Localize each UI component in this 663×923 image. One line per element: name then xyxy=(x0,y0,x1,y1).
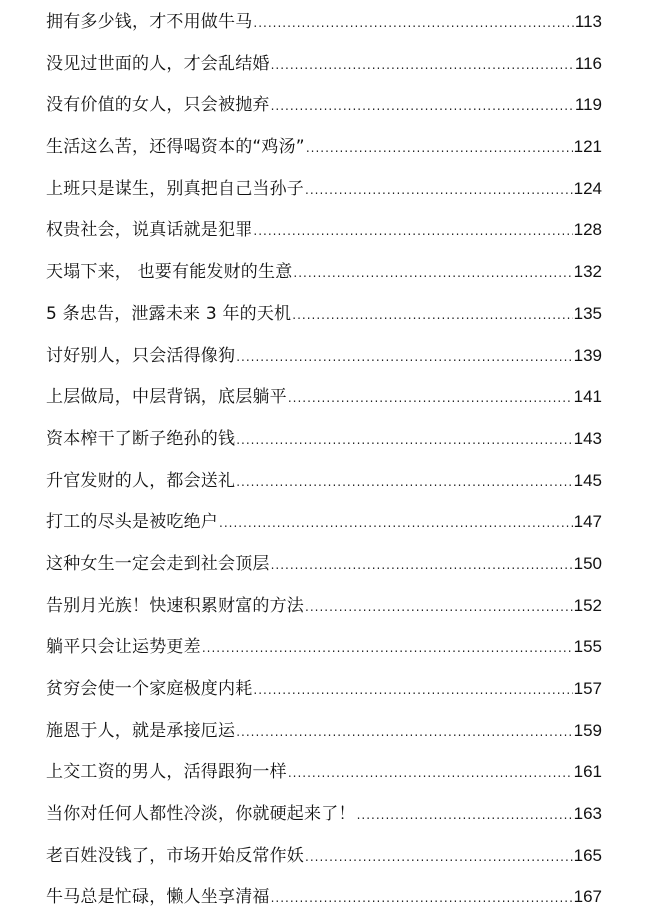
toc-dot-leader xyxy=(271,545,573,587)
toc-entry-page-number: 116 xyxy=(574,53,602,73)
toc-entry-title: 天塌下来， 也要有能发财的生意 xyxy=(46,262,293,283)
toc-entry-page-number: 121 xyxy=(573,137,602,157)
toc-dot-leader xyxy=(305,837,573,879)
toc-entry-page-number: 161 xyxy=(573,762,602,782)
toc-dot-leader xyxy=(305,587,573,629)
toc-entry-page-number: 128 xyxy=(573,220,602,240)
toc-entry-title: 老百姓没钱了，市场开始反常作妖 xyxy=(46,845,304,866)
toc-entry[interactable] xyxy=(46,667,602,709)
toc-entry[interactable] xyxy=(46,375,602,417)
toc-dot-leader xyxy=(271,878,573,920)
toc-entry-title: 5 条忠告，泄露未来 3 年的天机 xyxy=(46,303,292,324)
toc-entry-page-number: 147 xyxy=(573,512,602,532)
toc-entry-page-number: 165 xyxy=(573,845,602,865)
toc-entry-title: 拥有多少钱，才不用做牛马 xyxy=(46,12,253,32)
toc-entry-title: 没有价值的女人，只会被抛弃 xyxy=(46,95,270,116)
toc-entry[interactable] xyxy=(46,292,602,334)
toc-dot-leader xyxy=(236,420,572,462)
toc-entry[interactable] xyxy=(46,792,602,834)
toc-entry-title: 没见过世面的人，才会乱结婚 xyxy=(46,53,270,74)
toc-entry-page-number: 157 xyxy=(573,679,602,698)
toc-dot-leader xyxy=(202,628,573,670)
toc-entry-title: 打工的尽头是被吃绝户 xyxy=(46,512,218,533)
toc-dot-leader xyxy=(305,170,573,212)
toc-entry-title: 权贵社会，说真话就是犯罪 xyxy=(46,220,253,241)
toc-dot-leader xyxy=(271,45,574,87)
toc-entry-title: 资本榨干了断子绝孙的钱 xyxy=(46,428,236,449)
toc-entry-title: 上交工资的男人，活得跟狗一样 xyxy=(46,762,287,783)
toc-dot-leader xyxy=(357,795,573,837)
toc-entry-title: 生活这么苦，还得喝资本的“鸡汤” xyxy=(46,137,305,158)
toc-entry-page-number: 139 xyxy=(573,345,602,365)
toc-entry-page-number: 159 xyxy=(573,720,602,740)
toc-entry-page-number: 132 xyxy=(573,262,602,282)
toc-entry-title: 当你对任何人都性冷淡，你就硬起来了！ xyxy=(46,804,356,825)
toc-entry-title: 上层做局，中层背锅，底层躺平 xyxy=(46,387,287,408)
toc-entry-page-number: 113 xyxy=(574,12,602,31)
toc-entry-page-number: 152 xyxy=(573,595,602,615)
toc-entry-title: 贫穷会使一个家庭极度内耗 xyxy=(46,679,253,699)
toc-entry-title: 这种女生一定会走到社会顶层 xyxy=(46,553,270,574)
toc-entry[interactable] xyxy=(46,83,602,125)
toc-dot-leader xyxy=(292,295,572,337)
toc-entry-page-number: 167 xyxy=(573,887,602,907)
toc-entry[interactable] xyxy=(46,0,602,42)
toc-entry-title: 告别月光族！快速积累财富的方法 xyxy=(46,595,304,616)
toc-entry[interactable] xyxy=(46,834,602,876)
toc-entry-page-number: 124 xyxy=(573,178,602,198)
toc-dot-leader xyxy=(236,712,572,754)
toc-dot-leader xyxy=(271,86,574,128)
toc-entry[interactable] xyxy=(46,875,602,917)
toc-entry[interactable] xyxy=(46,584,602,626)
toc-entry[interactable] xyxy=(46,42,602,84)
toc-entry[interactable] xyxy=(46,542,602,584)
toc-dot-leader xyxy=(219,503,573,545)
toc-dot-leader xyxy=(293,253,572,295)
toc-entry-page-number: 163 xyxy=(573,804,602,824)
toc-entry[interactable] xyxy=(46,125,602,167)
toc-entry[interactable] xyxy=(46,417,602,459)
toc-entry-page-number: 150 xyxy=(573,553,602,573)
toc-dot-leader xyxy=(306,128,573,170)
toc-dot-leader xyxy=(236,337,572,379)
toc-entry-page-number: 119 xyxy=(574,95,602,115)
toc-entry-page-number: 141 xyxy=(573,387,602,407)
toc-entry[interactable] xyxy=(46,167,602,209)
toc-entry[interactable] xyxy=(46,709,602,751)
toc-entry-page-number: 155 xyxy=(573,637,602,657)
toc-entry[interactable] xyxy=(46,625,602,667)
toc-dot-leader xyxy=(236,462,572,504)
toc-entry-title: 躺平只会让运势更差 xyxy=(46,637,201,658)
toc-entry[interactable] xyxy=(46,750,602,792)
toc-entry[interactable] xyxy=(46,250,602,292)
toc-entry-title: 上班只是谋生，别真把自己当孙子 xyxy=(46,178,304,199)
toc-entry-title: 施恩于人，就是承接厄运 xyxy=(46,720,236,741)
toc-entry[interactable] xyxy=(46,334,602,376)
toc-dot-leader xyxy=(288,378,573,420)
toc-entry-title: 牛马总是忙碌，懒人坐享清福 xyxy=(46,887,270,908)
toc-entry-title: 升官发财的人，都会送礼 xyxy=(46,470,236,491)
toc-entry[interactable] xyxy=(46,500,602,542)
toc-entry-title: 讨好别人，只会活得像狗 xyxy=(46,345,236,366)
toc-entry[interactable] xyxy=(46,208,602,250)
toc-entry-page-number: 145 xyxy=(573,470,602,490)
toc-entry-page-number: 135 xyxy=(573,303,602,323)
toc-dot-leader xyxy=(253,3,573,45)
toc-entry[interactable] xyxy=(46,459,602,501)
toc-dot-leader xyxy=(253,211,572,253)
toc-dot-leader xyxy=(288,753,573,795)
toc-dot-leader xyxy=(253,670,572,712)
table-of-contents xyxy=(46,0,602,917)
toc-entry-page-number: 143 xyxy=(573,428,602,448)
